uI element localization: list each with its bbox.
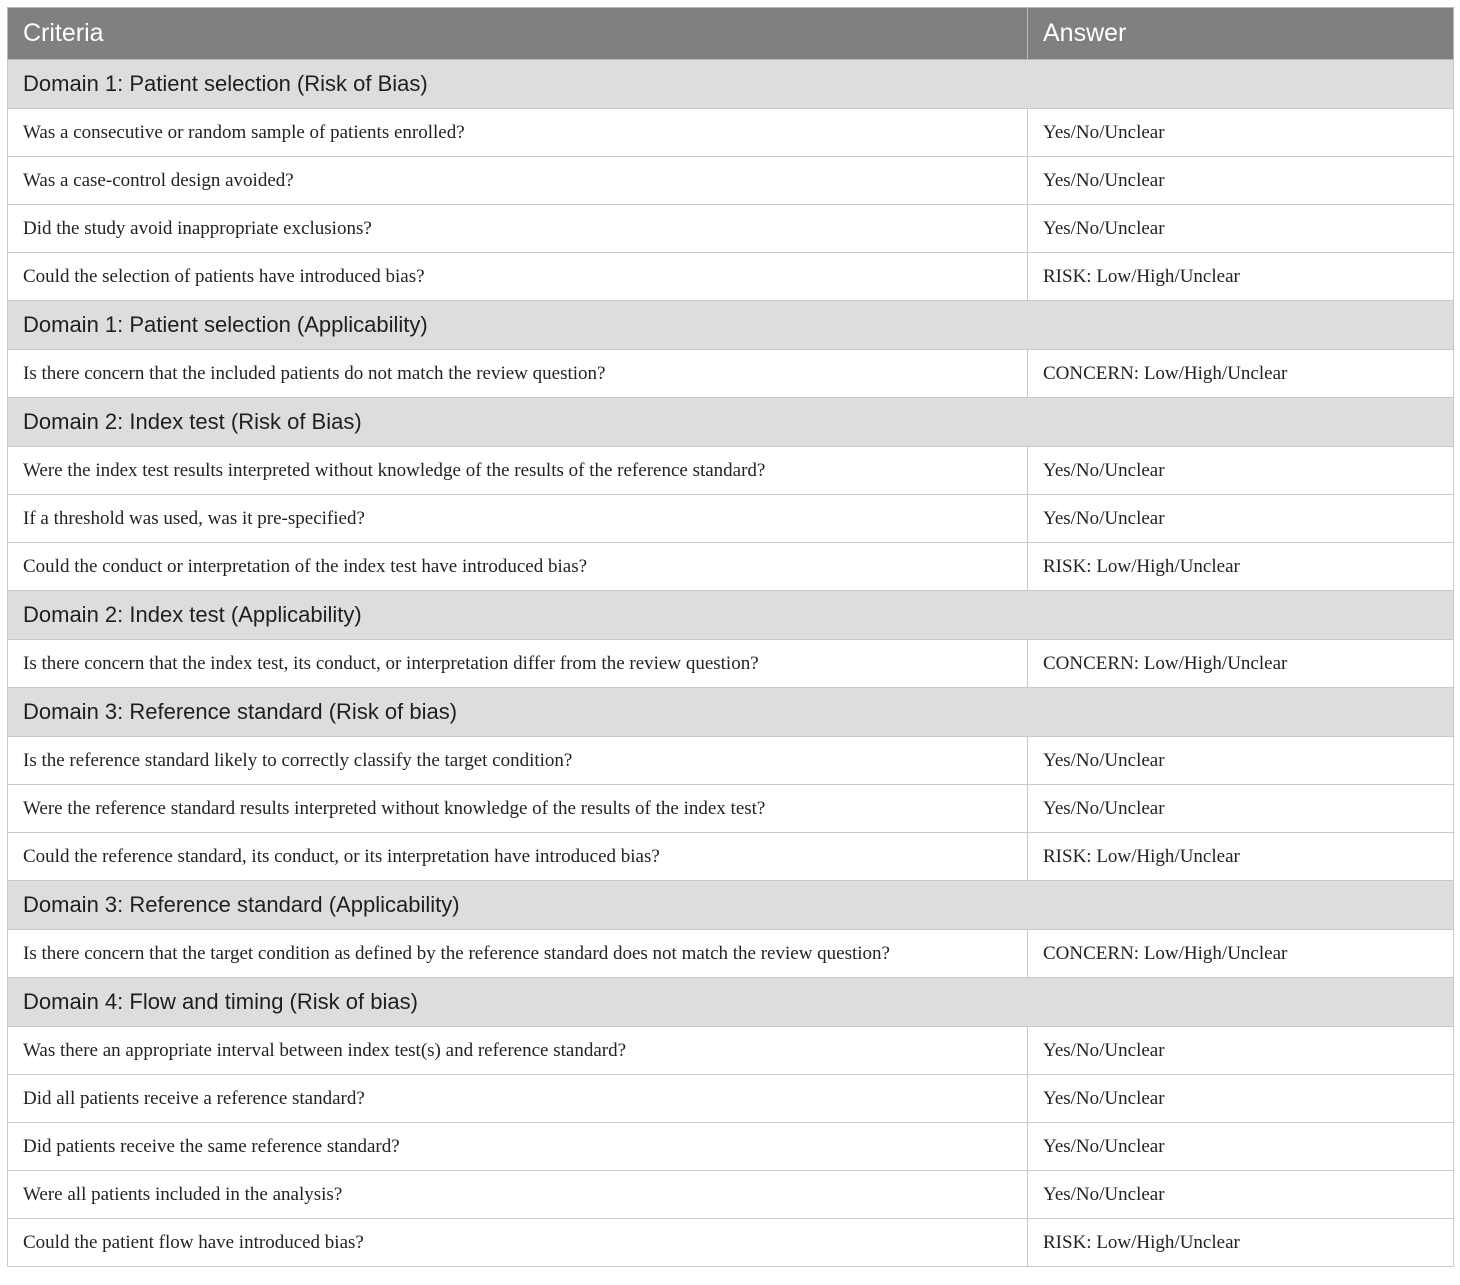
criteria-cell: Could the reference standard, its conduct, or its interpretation have introduced bias? [8, 833, 1028, 881]
answer-cell: Yes/No/Unclear [1028, 1123, 1454, 1171]
answer-cell: RISK: Low/High/Unclear [1028, 833, 1454, 881]
criteria-column-header: Criteria [8, 8, 1028, 60]
domain-section-row [8, 978, 1454, 1027]
answer-column-header: Answer [1028, 8, 1454, 60]
domain-section-row [8, 398, 1454, 447]
criteria-cell: Is the reference standard likely to correctly classify the target condition? [8, 737, 1028, 785]
answer-cell: CONCERN: Low/High/Unclear [1028, 350, 1454, 398]
answer-cell: Yes/No/Unclear [1028, 1171, 1454, 1219]
answer-cell: RISK: Low/High/Unclear [1028, 1219, 1454, 1267]
table-row [8, 495, 1454, 543]
table-header [8, 8, 1454, 60]
table-row [8, 785, 1454, 833]
domain-section-label: Domain 4: Flow and timing (Risk of bias) [8, 978, 1454, 1027]
table-row [8, 447, 1454, 495]
domain-section-row [8, 301, 1454, 350]
criteria-cell: If a threshold was used, was it pre-specified? [8, 495, 1028, 543]
criteria-table-container [7, 7, 1453, 1267]
domain-section-row [8, 688, 1454, 737]
domain-section-label: Domain 2: Index test (Risk of Bias) [8, 398, 1454, 447]
table-row [8, 1075, 1454, 1123]
criteria-cell: Could the conduct or interpretation of the index test have introduced bias? [8, 543, 1028, 591]
criteria-cell: Were all patients included in the analysis? [8, 1171, 1028, 1219]
answer-cell: Yes/No/Unclear [1028, 495, 1454, 543]
domain-section-label: Domain 2: Index test (Applicability) [8, 591, 1454, 640]
criteria-cell: Is there concern that the target condition as defined by the reference standard does not match the review question? [8, 930, 1028, 978]
table-body [8, 60, 1454, 1267]
criteria-cell: Is there concern that the index test, its conduct, or interpretation differ from the review question? [8, 640, 1028, 688]
answer-cell: Yes/No/Unclear [1028, 447, 1454, 495]
answer-cell: CONCERN: Low/High/Unclear [1028, 640, 1454, 688]
criteria-cell: Did the study avoid inappropriate exclusions? [8, 205, 1028, 253]
domain-section-label: Domain 1: Patient selection (Risk of Bias) [8, 60, 1454, 109]
table-row [8, 737, 1454, 785]
answer-cell: Yes/No/Unclear [1028, 205, 1454, 253]
criteria-cell: Was a case-control design avoided? [8, 157, 1028, 205]
answer-cell: RISK: Low/High/Unclear [1028, 253, 1454, 301]
answer-cell: Yes/No/Unclear [1028, 157, 1454, 205]
header-row [8, 8, 1454, 60]
table-row [8, 640, 1454, 688]
table-row [8, 1219, 1454, 1267]
table-row [8, 543, 1454, 591]
criteria-cell: Was a consecutive or random sample of patients enrolled? [8, 109, 1028, 157]
table-row [8, 253, 1454, 301]
domain-section-label: Domain 3: Reference standard (Applicability) [8, 881, 1454, 930]
answer-cell: Yes/No/Unclear [1028, 785, 1454, 833]
domain-section-row [8, 881, 1454, 930]
answer-cell: Yes/No/Unclear [1028, 737, 1454, 785]
domain-section-row [8, 60, 1454, 109]
answer-cell: CONCERN: Low/High/Unclear [1028, 930, 1454, 978]
criteria-cell: Could the patient flow have introduced bias? [8, 1219, 1028, 1267]
table-row [8, 1123, 1454, 1171]
table-row [8, 109, 1454, 157]
table-row [8, 350, 1454, 398]
criteria-cell: Did all patients receive a reference standard? [8, 1075, 1028, 1123]
table-row [8, 157, 1454, 205]
answer-cell: Yes/No/Unclear [1028, 1075, 1454, 1123]
criteria-cell: Were the index test results interpreted without knowledge of the results of the reference standard? [8, 447, 1028, 495]
criteria-cell: Is there concern that the included patients do not match the review question? [8, 350, 1028, 398]
criteria-cell: Were the reference standard results interpreted without knowledge of the results of the index test? [8, 785, 1028, 833]
table-row [8, 833, 1454, 881]
table-row [8, 930, 1454, 978]
table-row [8, 1171, 1454, 1219]
domain-section-row [8, 591, 1454, 640]
answer-cell: Yes/No/Unclear [1028, 1027, 1454, 1075]
domain-section-label: Domain 1: Patient selection (Applicability) [8, 301, 1454, 350]
table-row [8, 1027, 1454, 1075]
criteria-cell: Was there an appropriate interval between index test(s) and reference standard? [8, 1027, 1028, 1075]
domain-section-label: Domain 3: Reference standard (Risk of bias) [8, 688, 1454, 737]
table-row [8, 205, 1454, 253]
answer-cell: Yes/No/Unclear [1028, 109, 1454, 157]
criteria-table [7, 7, 1454, 1267]
criteria-cell: Could the selection of patients have introduced bias? [8, 253, 1028, 301]
answer-cell: RISK: Low/High/Unclear [1028, 543, 1454, 591]
criteria-cell: Did patients receive the same reference standard? [8, 1123, 1028, 1171]
